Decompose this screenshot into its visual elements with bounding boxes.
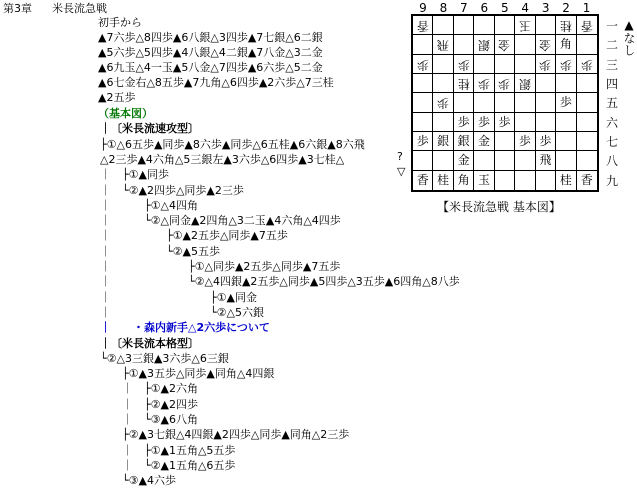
move-line: 初手から (98, 16, 142, 29)
board-square (556, 132, 576, 151)
tree-line: ｜ └②△4四銀▲2五歩△同歩▲5四歩△3五歩▲6四角△8八歩 (100, 275, 460, 289)
column-label: 8 (439, 1, 448, 15)
board-square (413, 132, 433, 151)
tree-line: ｜ └②▲2四歩△同歩▲2三歩 (100, 183, 244, 197)
move-line: ▲5六歩△5四歩▲4八銀△4二銀▲7八金△3二金 (98, 46, 323, 59)
board-square (556, 55, 576, 74)
row-label: 七 (605, 135, 618, 149)
board-square (536, 55, 556, 74)
board-square (536, 93, 556, 112)
shogi-piece: 桂 (437, 172, 450, 187)
board-square (577, 16, 597, 35)
board-square (433, 151, 453, 170)
board-square (577, 151, 597, 170)
tree-line: ｜ └②△5六銀 (100, 305, 264, 319)
board-square (556, 113, 576, 132)
column-label: 7 (460, 1, 468, 15)
board-square (413, 113, 433, 132)
board-square (474, 151, 494, 170)
shogi-piece: 銀 (457, 134, 470, 148)
row-label: 八 (605, 154, 618, 169)
board-square (474, 93, 494, 112)
board-square (454, 74, 474, 93)
row-label: 四 (605, 77, 618, 91)
column-label: 1 (582, 1, 591, 15)
shogi-piece: 歩 (498, 77, 511, 91)
chapter-title: 米長流急戦 (52, 2, 107, 15)
board-square (433, 171, 453, 190)
shogi-piece: 桂 (559, 172, 572, 187)
tree-line: （基本図） (98, 107, 153, 120)
board-square (474, 35, 494, 54)
tree-line: ｜ ・森内新手△2六歩について (100, 321, 270, 335)
board-square (536, 132, 556, 151)
row-label: 五 (605, 96, 618, 111)
tree-line: └②△3三銀▲3六歩△6三銀 (100, 351, 229, 365)
board-square (495, 55, 515, 74)
hands-label: ▲なし (622, 18, 636, 56)
board-square (495, 93, 515, 112)
board-square (515, 16, 535, 35)
shogi-piece: 歩 (416, 134, 429, 148)
tree-line: ｜ ├①△4四角 (100, 198, 198, 212)
tree-line: ｜ ├①▲同歩 (100, 168, 169, 182)
board-square (495, 16, 515, 35)
shogi-piece: 歩 (559, 57, 572, 72)
board-square (515, 93, 535, 112)
tree-line: ｜ └②△同金▲2四角△3二玉▲4六角△4四歩 (100, 214, 341, 228)
shogi-piece: 歩 (498, 114, 511, 129)
tree-line: ├①△6五歩▲同歩▲8六歩▲同歩△6五桂▲6六銀▲8六飛 (100, 137, 365, 151)
board-square (474, 55, 494, 74)
tree-line: ｜ ├①▲1五角△5五歩 (100, 443, 236, 457)
board-square (515, 35, 535, 54)
tree-line: └③▲4六歩 (100, 474, 176, 488)
column-label: 5 (500, 1, 509, 15)
board-square (433, 55, 453, 74)
shogi-piece: 玉 (518, 19, 531, 33)
row-label: 二 (605, 38, 618, 53)
board-square (413, 16, 433, 35)
board-square (433, 16, 453, 35)
tree-line: ｜〔米長流速攻型〕 (100, 122, 199, 136)
shogi-piece: 歩 (457, 114, 470, 129)
shogi-piece: 歩 (559, 95, 572, 110)
tree-line: ｜ ├②▲2四歩 (100, 397, 198, 411)
chapter-label: 第3章 (3, 2, 32, 15)
side-mark-2: ▽ (397, 165, 406, 178)
shogi-piece: 歩 (478, 114, 491, 129)
board-square (515, 151, 535, 170)
shogi-piece: 桂 (559, 19, 572, 33)
board-square (454, 171, 474, 190)
shogi-piece: 角 (559, 37, 572, 52)
column-label: 2 (562, 1, 570, 15)
move-line: ▲6七金右△8五歩▲7九角△6四歩▲2六歩△7三桂 (98, 76, 334, 89)
board-square (515, 132, 535, 151)
side-mark-1: ? (397, 150, 403, 163)
board-square (515, 113, 535, 132)
row-label: 九 (605, 173, 618, 188)
shogi-piece: 香 (416, 19, 429, 33)
shogi-piece: 歩 (518, 134, 531, 148)
board-square (556, 93, 576, 112)
board-square (433, 93, 453, 112)
board-square (454, 16, 474, 35)
board-square (577, 171, 597, 190)
tree-line: ｜ ├①▲同金 (100, 290, 257, 304)
board-square (474, 132, 494, 151)
shogi-piece: 歩 (457, 57, 470, 72)
board-square (454, 93, 474, 112)
board-square (454, 113, 474, 132)
board-square (413, 171, 433, 190)
board-square (454, 35, 474, 54)
board-square (413, 55, 433, 74)
shogi-piece: 金 (498, 38, 511, 53)
tree-line: ｜ ├①△同歩▲2五歩△同歩▲7五歩 (100, 260, 341, 273)
shogi-piece: 歩 (437, 96, 450, 111)
board-square (577, 93, 597, 112)
shogi-piece: 銀 (437, 134, 450, 148)
move-line: ▲2五歩 (98, 91, 136, 104)
board-caption: 【米長流急戦 基本図】 (437, 200, 561, 214)
board-square (536, 74, 556, 93)
move-line: ▲7六歩△8四歩▲6八銀△3四歩▲7七銀△6二銀 (98, 31, 323, 44)
shogi-piece: 玉 (478, 172, 491, 187)
board-square (515, 171, 535, 190)
board-square (577, 35, 597, 54)
shogi-piece: 歩 (416, 57, 429, 72)
board-square (474, 74, 494, 93)
board-square (474, 113, 494, 132)
shogi-piece: 角 (457, 172, 470, 187)
board-square (433, 35, 453, 54)
column-label: 3 (541, 1, 550, 15)
tree-line: ｜ └②▲1五角△6五歩 (100, 458, 236, 472)
board-square (413, 93, 433, 112)
column-label: 6 (480, 1, 489, 15)
board-square (495, 132, 515, 151)
board-square (536, 171, 556, 190)
tree-line: ｜〔米長流本格型〕 (100, 336, 199, 350)
column-label: 4 (521, 1, 530, 15)
shogi-piece: 金 (539, 38, 552, 53)
board-square (454, 132, 474, 151)
board-square (495, 171, 515, 190)
column-label: 9 (419, 1, 427, 15)
tree-line: ｜ └③▲6八角 (100, 413, 198, 426)
board-square (577, 55, 597, 74)
shogi-piece: 金 (457, 153, 470, 168)
board-square (454, 55, 474, 74)
board-square (515, 55, 535, 74)
board-square (474, 171, 494, 190)
row-label: 六 (605, 115, 618, 130)
shogi-piece: 飛 (437, 38, 450, 53)
board-square (536, 151, 556, 170)
board-square (536, 113, 556, 132)
shogi-piece: 銀 (478, 38, 491, 53)
board-square (495, 151, 515, 170)
board-square (556, 35, 576, 54)
tree-line: ｜ ├①▲2六角 (100, 382, 198, 396)
shogi-piece: 香 (580, 19, 593, 33)
board-square (556, 16, 576, 35)
board-square (433, 74, 453, 93)
board-square (577, 132, 597, 151)
board-square (495, 74, 515, 93)
board-square (413, 74, 433, 93)
shogi-piece: 歩 (580, 57, 593, 72)
tree-line: ｜ ├①▲2五歩△同歩▲7五歩 (100, 229, 288, 243)
shogi-piece: 香 (580, 172, 593, 187)
tree-line: ├①▲3五歩△同歩▲同角△4四銀 (100, 367, 275, 381)
shogi-piece: 歩 (539, 134, 552, 148)
row-label: 三 (605, 57, 618, 72)
shogi-piece: 桂 (457, 77, 470, 91)
shogi-piece: 香 (416, 172, 429, 187)
board-square (577, 113, 597, 132)
board-square (413, 35, 433, 54)
shogi-piece: 歩 (539, 57, 552, 72)
row-label: 一 (605, 19, 618, 33)
tree-line: ｜ └②▲5五歩 (100, 244, 220, 258)
board-square (495, 35, 515, 54)
board-square (556, 171, 576, 190)
shogi-piece: 飛 (539, 153, 552, 168)
shogi-piece: 歩 (478, 77, 491, 91)
shogi-board (411, 14, 599, 192)
board-square (556, 151, 576, 170)
board-square (454, 151, 474, 170)
board-square (433, 132, 453, 151)
board-square (495, 113, 515, 132)
board-square (536, 16, 556, 35)
board-square (515, 74, 535, 93)
board-square (536, 35, 556, 54)
move-line: ▲6九玉△4一玉▲5八金△7四歩▲6六歩△5二金 (98, 61, 323, 74)
shogi-piece: 金 (478, 134, 491, 148)
board-square (577, 74, 597, 93)
board-square (556, 74, 576, 93)
board-square (474, 16, 494, 35)
tree-line: △2三歩▲4六角△5三銀左▲3六歩△6四歩▲3七桂△ (100, 152, 345, 166)
tree-line: ├②▲3七銀△4四銀▲2四歩△同歩▲同角△2三歩 (100, 428, 350, 442)
shogi-piece: 銀 (518, 77, 531, 91)
board-square (433, 113, 453, 132)
board-square (413, 151, 433, 170)
